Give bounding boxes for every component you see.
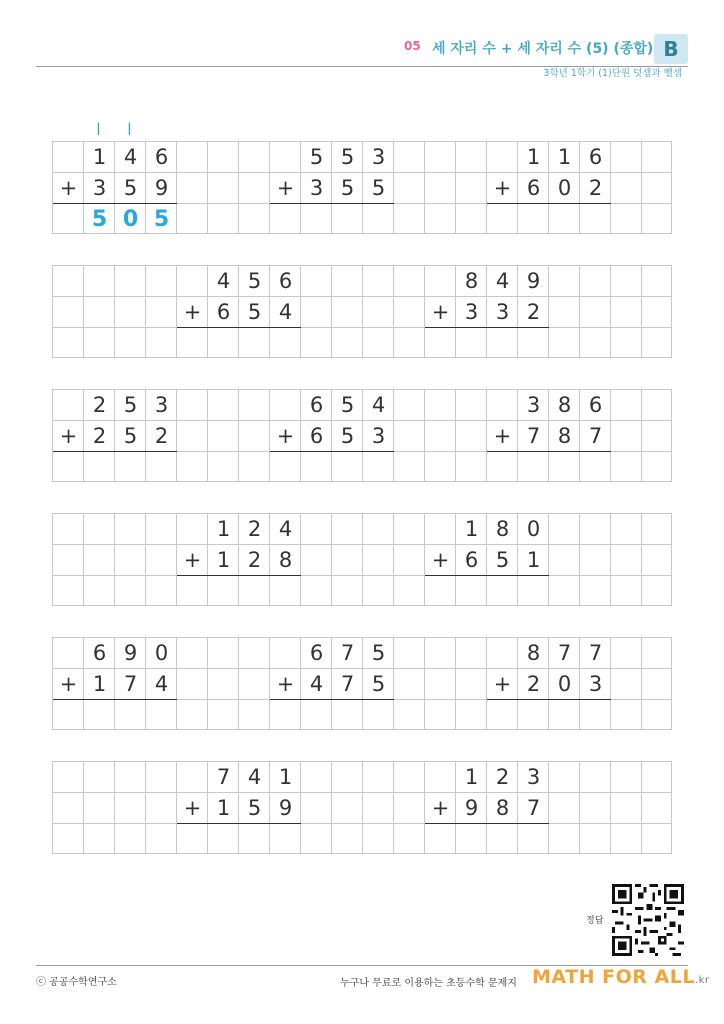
top-digit: 6 — [92, 641, 107, 665]
top-digit: 5 — [340, 145, 355, 169]
top-digit: 7 — [557, 641, 572, 665]
answer-cell[interactable] — [456, 576, 487, 607]
plus-sign: + — [276, 424, 295, 448]
bottom-digit: 8 — [495, 796, 510, 820]
sum-underline — [425, 823, 549, 824]
bottom-digit: 4 — [278, 300, 293, 324]
bottom-digit: 8 — [557, 424, 572, 448]
answer-digit[interactable]: 0 — [122, 207, 139, 232]
worksheet-number: 05 — [404, 39, 421, 53]
bottom-digit: 5 — [123, 176, 138, 200]
answer-cell[interactable] — [518, 452, 549, 483]
top-digit: 1 — [526, 145, 541, 169]
top-digit: 6 — [309, 641, 324, 665]
bottom-digit: 2 — [588, 176, 603, 200]
answer-cell[interactable] — [301, 204, 332, 235]
bottom-digit: 5 — [247, 796, 262, 820]
answer-cell[interactable] — [487, 576, 518, 607]
bottom-digit: 5 — [371, 176, 386, 200]
top-digit: 8 — [464, 269, 479, 293]
plus-sign: + — [431, 548, 450, 572]
sum-underline — [270, 203, 394, 204]
top-digit: 1 — [557, 145, 572, 169]
plus-sign: + — [431, 796, 450, 820]
level-badge: B — [654, 34, 688, 64]
bottom-digit: 5 — [495, 548, 510, 572]
bottom-digit: 7 — [526, 424, 541, 448]
top-digit: 5 — [247, 269, 262, 293]
top-digit: 8 — [495, 517, 510, 541]
grid-row-2 — [52, 265, 672, 358]
bottom-digit: 3 — [495, 300, 510, 324]
plus-sign: + — [59, 176, 78, 200]
bottom-digit: 4 — [309, 672, 324, 696]
bottom-digit: 6 — [464, 548, 479, 572]
sum-underline — [425, 327, 549, 328]
bottom-digit: 7 — [526, 796, 541, 820]
answer-cell[interactable] — [301, 700, 332, 731]
answer-cell[interactable] — [239, 824, 270, 855]
sum-underline — [53, 699, 177, 700]
top-digit: 2 — [247, 517, 262, 541]
answer-cell[interactable] — [456, 328, 487, 359]
answer-cell[interactable] — [518, 328, 549, 359]
top-digit: 1 — [216, 517, 231, 541]
top-digit: 1 — [92, 145, 107, 169]
plus-sign: + — [493, 424, 512, 448]
grid-row-3 — [52, 389, 672, 482]
answer-cell[interactable] — [549, 452, 580, 483]
answer-cell[interactable] — [239, 576, 270, 607]
sum-underline — [425, 575, 549, 576]
worksheet-subtitle: 3학년 1학기 (1)단원 덧셈과 뺄셈 — [543, 68, 682, 79]
top-digit: 0 — [526, 517, 541, 541]
top-digit: 4 — [247, 765, 262, 789]
top-digit: 3 — [371, 145, 386, 169]
bottom-digit: 1 — [216, 548, 231, 572]
top-digit: 6 — [588, 393, 603, 417]
sum-underline — [177, 327, 301, 328]
bottom-digit: 0 — [557, 672, 572, 696]
grid-row-6 — [52, 761, 672, 854]
answer-cell[interactable] — [332, 700, 363, 731]
answer-cell[interactable] — [301, 452, 332, 483]
brand-logo[interactable] — [532, 966, 710, 988]
top-digit: 6 — [588, 145, 603, 169]
answer-cell[interactable] — [208, 576, 239, 607]
top-digit: 3 — [154, 393, 169, 417]
answer-cell[interactable] — [580, 700, 611, 731]
answer-cell[interactable] — [580, 452, 611, 483]
bottom-digit: 5 — [123, 424, 138, 448]
top-digit: 6 — [309, 393, 324, 417]
plus-sign: + — [276, 672, 295, 696]
bottom-digit: 5 — [371, 672, 386, 696]
bottom-digit: 5 — [340, 176, 355, 200]
plus-sign: + — [431, 300, 450, 324]
answer-digit[interactable]: 5 — [153, 207, 170, 232]
answer-cell[interactable] — [487, 328, 518, 359]
top-digit: 4 — [123, 145, 138, 169]
grid-row-1 — [52, 141, 672, 234]
plus-sign: + — [183, 548, 202, 572]
plus-sign: + — [59, 672, 78, 696]
top-digit: 4 — [495, 269, 510, 293]
top-digit: 4 — [278, 517, 293, 541]
answer-cell[interactable] — [84, 700, 115, 731]
bottom-digit: 6 — [526, 176, 541, 200]
answer-cell[interactable] — [115, 452, 146, 483]
sum-underline — [53, 451, 177, 452]
top-digit: 6 — [278, 269, 293, 293]
answer-cell[interactable] — [270, 576, 301, 607]
top-digit: 4 — [371, 393, 386, 417]
top-digit: 5 — [309, 145, 324, 169]
bottom-digit: 6 — [216, 300, 231, 324]
bottom-digit: 3 — [92, 176, 107, 200]
top-digit: 3 — [526, 765, 541, 789]
answer-key-label: 정답 — [586, 916, 604, 926]
bottom-digit: 1 — [92, 672, 107, 696]
brand-logo-forall: FOR ALL — [602, 966, 695, 988]
footer-copyright: ⓒ 공공수학연구소 — [36, 977, 117, 988]
top-digit: 8 — [557, 393, 572, 417]
bottom-digit: 2 — [526, 672, 541, 696]
top-digit: 1 — [464, 765, 479, 789]
top-digit: 7 — [216, 765, 231, 789]
plus-sign: + — [59, 424, 78, 448]
top-digit: 5 — [123, 393, 138, 417]
bottom-digit: 3 — [588, 672, 603, 696]
answer-cell[interactable] — [580, 204, 611, 235]
top-digit: 6 — [154, 145, 169, 169]
answer-cell[interactable] — [332, 452, 363, 483]
answer-cell[interactable] — [208, 824, 239, 855]
bottom-digit: 0 — [557, 176, 572, 200]
carry-mark: | — [127, 121, 132, 135]
brand-logo-suffix: .kr — [694, 975, 710, 986]
answer-cell[interactable] — [146, 700, 177, 731]
answer-cell[interactable] — [518, 700, 549, 731]
brand-logo-math: MATH — [532, 966, 603, 988]
answer-cell[interactable] — [270, 824, 301, 855]
answer-cell[interactable] — [208, 328, 239, 359]
answer-cell[interactable] — [84, 452, 115, 483]
top-digit: 2 — [495, 765, 510, 789]
answer-cell[interactable] — [270, 328, 301, 359]
sum-underline — [177, 823, 301, 824]
bottom-digit: 7 — [588, 424, 603, 448]
top-digit: 9 — [526, 269, 541, 293]
answer-cell[interactable] — [363, 204, 394, 235]
answer-cell[interactable] — [115, 700, 146, 731]
bottom-digit: 9 — [278, 796, 293, 820]
top-digit: 1 — [278, 765, 293, 789]
answer-cell[interactable] — [549, 204, 580, 235]
answer-cell[interactable] — [487, 824, 518, 855]
top-digit: 2 — [92, 393, 107, 417]
bottom-digit: 3 — [371, 424, 386, 448]
answer-cell[interactable] — [518, 204, 549, 235]
answer-cell[interactable] — [518, 576, 549, 607]
bottom-digit: 4 — [154, 672, 169, 696]
sum-underline — [487, 203, 611, 204]
bottom-digit: 7 — [340, 672, 355, 696]
answer-cell[interactable] — [549, 700, 580, 731]
bottom-digit: 2 — [526, 300, 541, 324]
carry-mark: | — [96, 121, 101, 135]
sum-underline — [487, 451, 611, 452]
bottom-digit: 6 — [309, 424, 324, 448]
top-digit: 3 — [526, 393, 541, 417]
plus-sign: + — [183, 300, 202, 324]
plus-sign: + — [493, 176, 512, 200]
top-digit: 1 — [464, 517, 479, 541]
sum-underline — [270, 451, 394, 452]
answer-cell[interactable] — [363, 452, 394, 483]
answer-cell[interactable] — [332, 204, 363, 235]
answer-cell[interactable] — [456, 824, 487, 855]
top-digit: 5 — [340, 393, 355, 417]
bottom-digit: 1 — [526, 548, 541, 572]
sum-underline — [53, 203, 177, 204]
answer-cell[interactable] — [146, 452, 177, 483]
footer-tagline: 누구나 무료로 이용하는 초등수학 문제지 — [340, 978, 517, 989]
bottom-digit: 7 — [123, 672, 138, 696]
plus-sign: + — [183, 796, 202, 820]
sum-underline — [177, 575, 301, 576]
top-digit: 4 — [216, 269, 231, 293]
plus-sign: + — [493, 672, 512, 696]
bottom-digit: 3 — [309, 176, 324, 200]
bottom-digit: 1 — [216, 796, 231, 820]
bottom-digit: 9 — [464, 796, 479, 820]
bottom-digit: 9 — [154, 176, 169, 200]
top-digit: 7 — [588, 641, 603, 665]
qr-code-icon[interactable] — [612, 884, 684, 956]
top-digit: 5 — [371, 641, 386, 665]
bottom-digit: 5 — [340, 424, 355, 448]
bottom-digit: 2 — [154, 424, 169, 448]
answer-cell[interactable] — [518, 824, 549, 855]
sum-underline — [270, 699, 394, 700]
bottom-digit: 5 — [247, 300, 262, 324]
top-digit: 7 — [340, 641, 355, 665]
plus-sign: + — [276, 176, 295, 200]
top-digit: 0 — [154, 641, 169, 665]
answer-cell[interactable] — [239, 328, 270, 359]
bottom-digit: 2 — [92, 424, 107, 448]
worksheet-title: 세 자리 수 + 세 자리 수 (5) (종합) — [432, 41, 654, 57]
bottom-digit: 2 — [247, 548, 262, 572]
answer-cell[interactable] — [363, 700, 394, 731]
sum-underline — [487, 699, 611, 700]
top-digit: 9 — [123, 641, 138, 665]
bottom-digit: 8 — [278, 548, 293, 572]
bottom-digit: 3 — [464, 300, 479, 324]
top-digit: 8 — [526, 641, 541, 665]
grid-row-4 — [52, 513, 672, 606]
grid-row-5 — [52, 637, 672, 730]
answer-digit[interactable]: 5 — [91, 207, 108, 232]
